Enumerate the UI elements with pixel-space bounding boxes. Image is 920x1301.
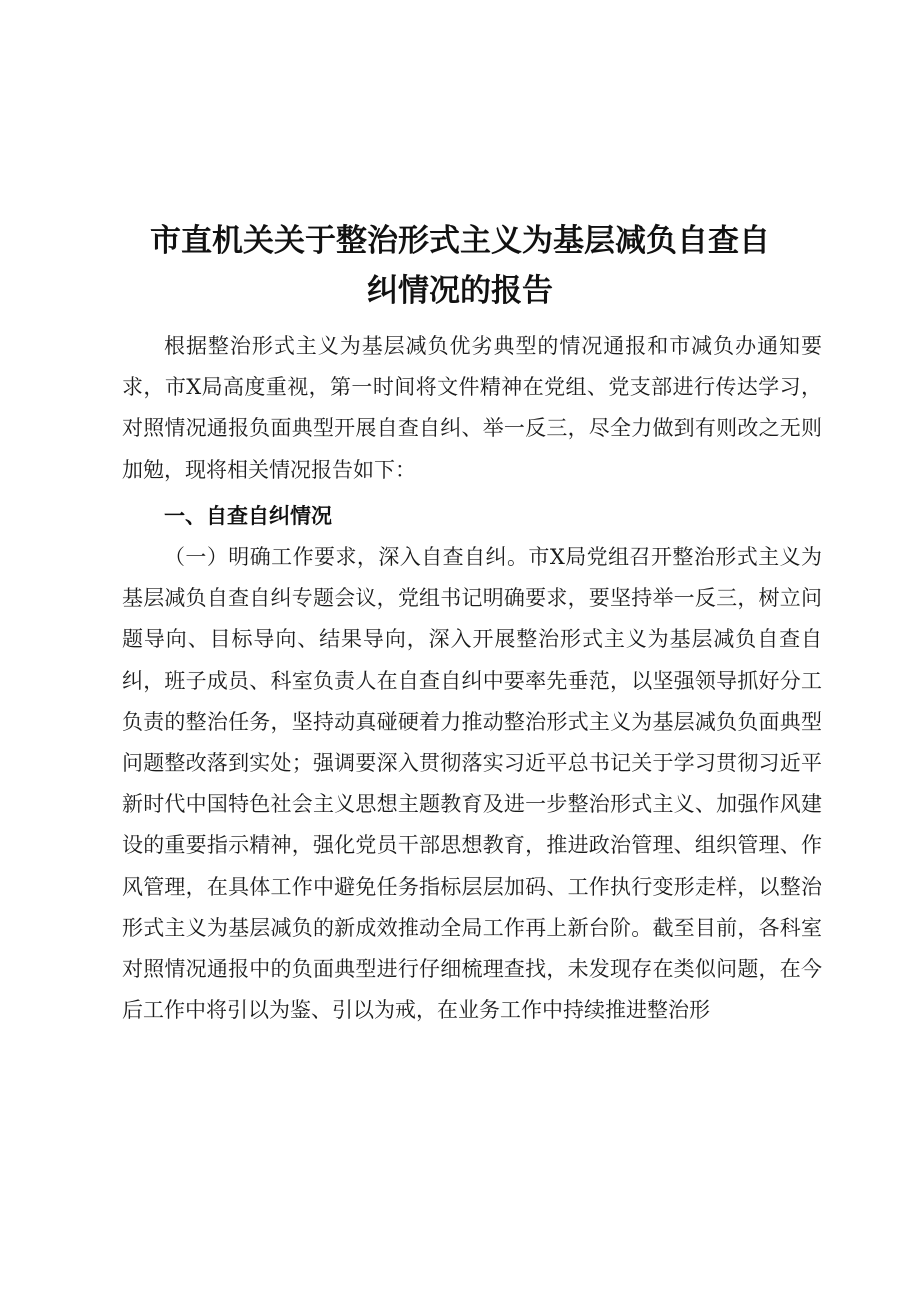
section-heading-1: 一、自查自纠情况 bbox=[164, 504, 332, 528]
document-title-line-2: 纠情况的报告 bbox=[367, 273, 553, 309]
intro-paragraph: 根据整治形式主义为基层减负优劣典型的情况通报和市减负办通知要求，市X局高度重视，第一时间将文件精神在党组、党支部进行传达学习，对照情况通报负面典型开展自查自纠、举一反三，尽全力做到有则改之无则加勉，现将相关情况报告如下： bbox=[122, 334, 822, 482]
section1-paragraph-1: （一）明确工作要求，深入自查自纠。市X局党组召开整治形式主义为基层减负自查自纠专题会议，党组书记明确要求，要坚持举一反三，树立问题导向、目标导向、结果导向，深入开展整治形式主义为基层减负自查自纠，班子成员、科室负责人在自查自纠中要率先垂范，以坚强领导抓好分工负责的整治任务，坚持动真碰硬着力推动整治形式主义为基层减负负面典型问题整改落到实处；强调要深入贯彻落实习近平总书记关于学习贯彻习近平新时代中国特色社会主义思想主题教育及进一步整治形式主义、加强作风建设的重要指示精神，强化党员干部思想教育，推进政治管理、组织管理、作风管理，在具体工作中避免任务指标层层加码、工作执行变形走样，以整治形式主义为基层减负的新成效推动全局工作再上新台阶。截至目前，各科室对照情况通报中的负面典型进行仔细梳理查找，未发现存在类似问题，在今后工作中将引以为鉴、引以为戒，在业务工作中持续推进整治形 bbox=[122, 545, 822, 1023]
document-title-line-1: 市直机关关于整治形式主义为基层减负自查自 bbox=[150, 223, 770, 259]
